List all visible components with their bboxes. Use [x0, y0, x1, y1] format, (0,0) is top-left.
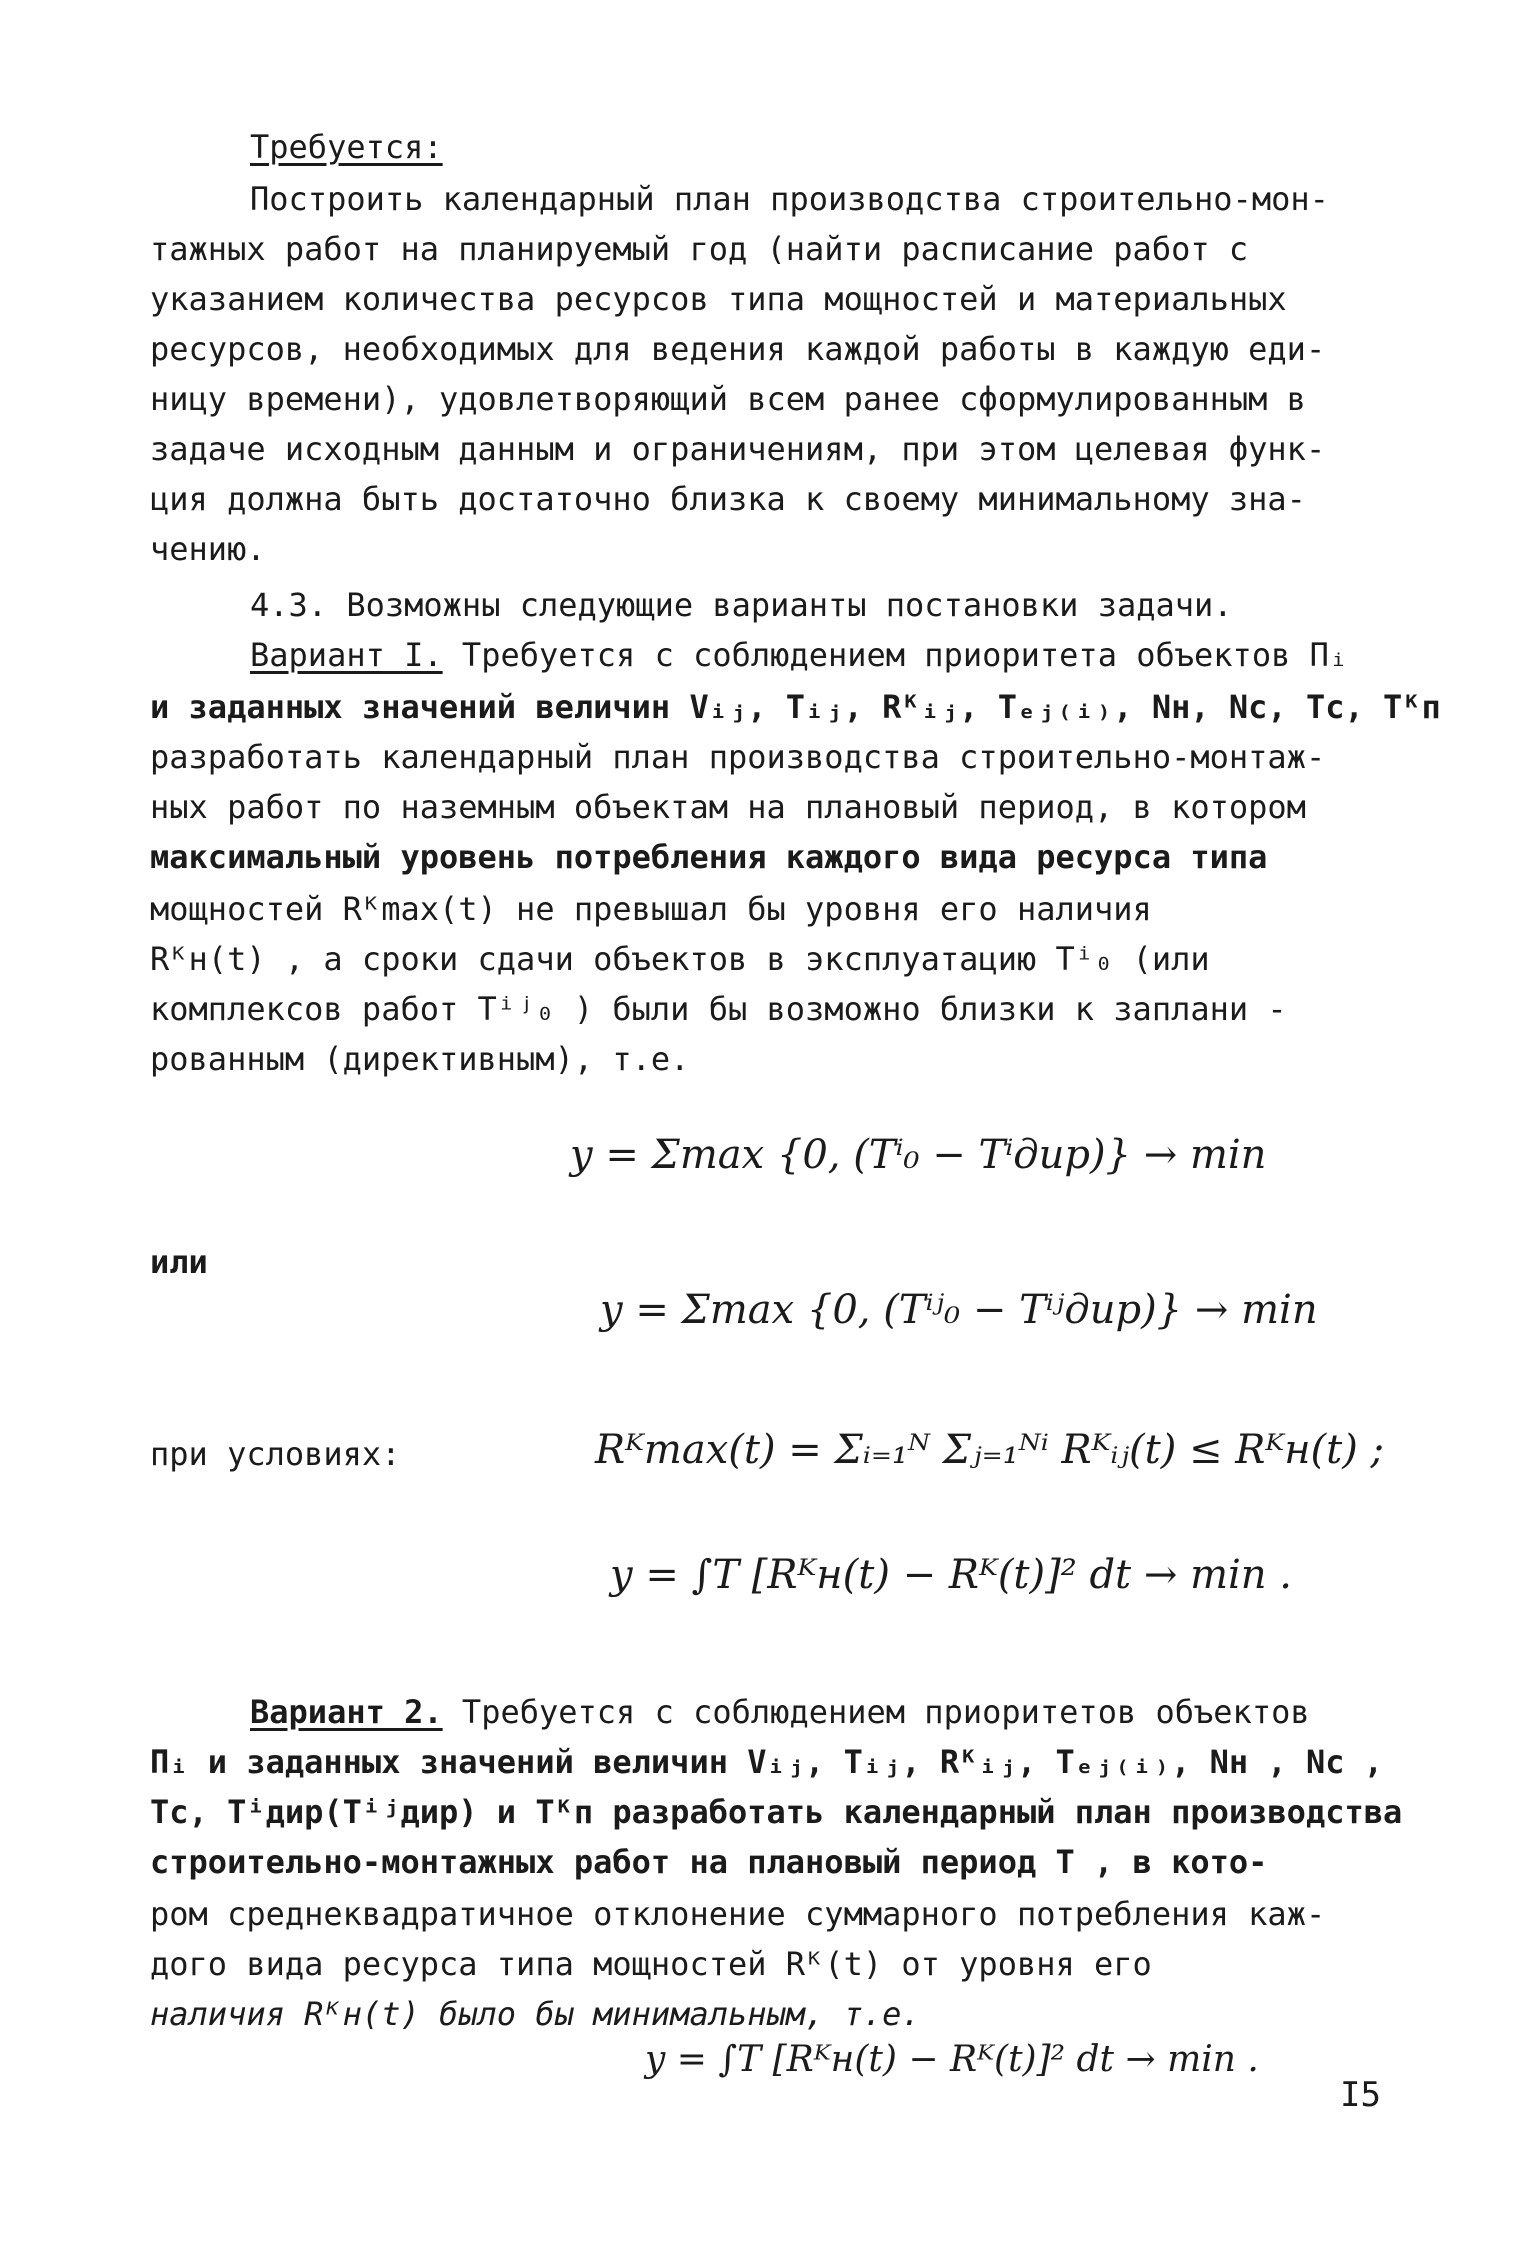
para1-line-2: тажных работ на планируемый год (найти расписание работ с	[150, 230, 1249, 268]
variant1-line-4: ных работ по наземным объектам на плановый период, в котором	[150, 788, 1306, 826]
para1-line-4: ресурсов, необходимых для ведения каждой работы в каждую еди-	[150, 330, 1326, 368]
variant2-label: Вариант 2.	[250, 1693, 443, 1731]
para1-line-5: ницу времени), удовлетворяющий всем ранее сформулированным в	[150, 380, 1306, 418]
variant1-line-2: и заданных значений величин Vᵢⱼ, Tᵢⱼ, Rᴷᵢⱼ, Tₑⱼ₍ᵢ₎, Nн, Nс, Tс, Tᴷп	[150, 688, 1441, 726]
variant1-line-6: мощностей Rᴷmax(t) не превышал бы уровня его наличия	[150, 890, 1152, 928]
page-number: I5	[1340, 2075, 1381, 2115]
formula-5: y = ∫T [Rᴷн(t) − Rᴷ(t)]² dt → min .	[645, 2039, 1259, 2080]
word-ili: или	[150, 1243, 208, 1281]
formula-1: y = Σmax {0, (Tⁱ₀ − Tⁱдир)} → min	[570, 1132, 1267, 1178]
formula-3: Rᴷmax(t) = Σᵢ₌₁ᴺ Σⱼ₌₁ᴺⁱ Rᴷᵢⱼ(t) ≤ Rᴷн(t) ;	[595, 1427, 1385, 1473]
variant1-line-8: комплексов работ Tⁱʲ₀ ) были бы возможно близки к заплани -	[150, 990, 1287, 1028]
variant2-line-5: ром среднеквадратичное отклонение суммарного потребления каж-	[150, 1895, 1326, 1933]
variant1-label: Вариант I.	[250, 636, 443, 674]
formula-4: y = ∫T [Rᴷн(t) − Rᴷ(t)]² dt → min .	[610, 1552, 1292, 1598]
variant1-line-5: максимальный уровень потребления каждого вида ресурса типа	[150, 838, 1268, 876]
variant1-line-1: Требуется с соблюдением приоритета объектов Пᵢ	[461, 636, 1349, 674]
variant2-line-6: дого вида ресурса типа мощностей Rᴷ(t) от уровня его	[150, 1945, 1152, 1983]
variant2-line-4: строительно-монтажных работ на плановый период T , в кото-	[150, 1843, 1268, 1881]
para1-line-8: чению.	[150, 530, 266, 568]
conditions-label: при условиях:	[150, 1435, 401, 1473]
variant2-line-7: наличия Rᴷн(t) было бы минимальным, т.е.	[150, 1995, 921, 2033]
formula-2: y = Σmax {0, (Tⁱʲ₀ − Tⁱʲдир)} → min	[600, 1287, 1318, 1333]
variant2-line-1: Требуется с соблюдением приоритетов объектов	[461, 1693, 1310, 1731]
para1-line-1: Построить календарный план производства строительно-мон-	[250, 180, 1329, 218]
variant1-line-7: Rᴷн(t) , а сроки сдачи объектов в эксплуатацию Tⁱ₀ (или	[150, 940, 1210, 978]
variant2-first-line	[250, 1690, 1395, 1734]
section-4-3: 4.3. Возможны следующие варианты постановки задачи.	[250, 586, 1233, 624]
para1-line-7: ция должна быть достаточно близка к своему минимальному зна-	[150, 480, 1306, 518]
para1-line-6: задаче исходным данным и ограничениям, при этом целевая функ-	[150, 430, 1326, 468]
heading-trebuetsya: Требуется:	[250, 128, 443, 166]
variant1-first-line	[250, 633, 1395, 677]
variant2-line-3: Tс, Tⁱдир(Tⁱʲдир) и Tᴷп разработать календарный план производства	[150, 1793, 1403, 1831]
variant2-line-2: Пᵢ и заданных значений величин Vᵢⱼ, Tᵢⱼ, Rᴷᵢⱼ, Tₑⱼ₍ᵢ₎, Nн , Nс ,	[150, 1743, 1383, 1781]
variant1-line-9: рованным (директивным), т.е.	[150, 1040, 690, 1078]
para1-line-3: указанием количества ресурсов типа мощностей и материальных	[150, 280, 1287, 318]
variant1-line-3: разработать календарный план производства строительно-монтаж-	[150, 738, 1326, 776]
